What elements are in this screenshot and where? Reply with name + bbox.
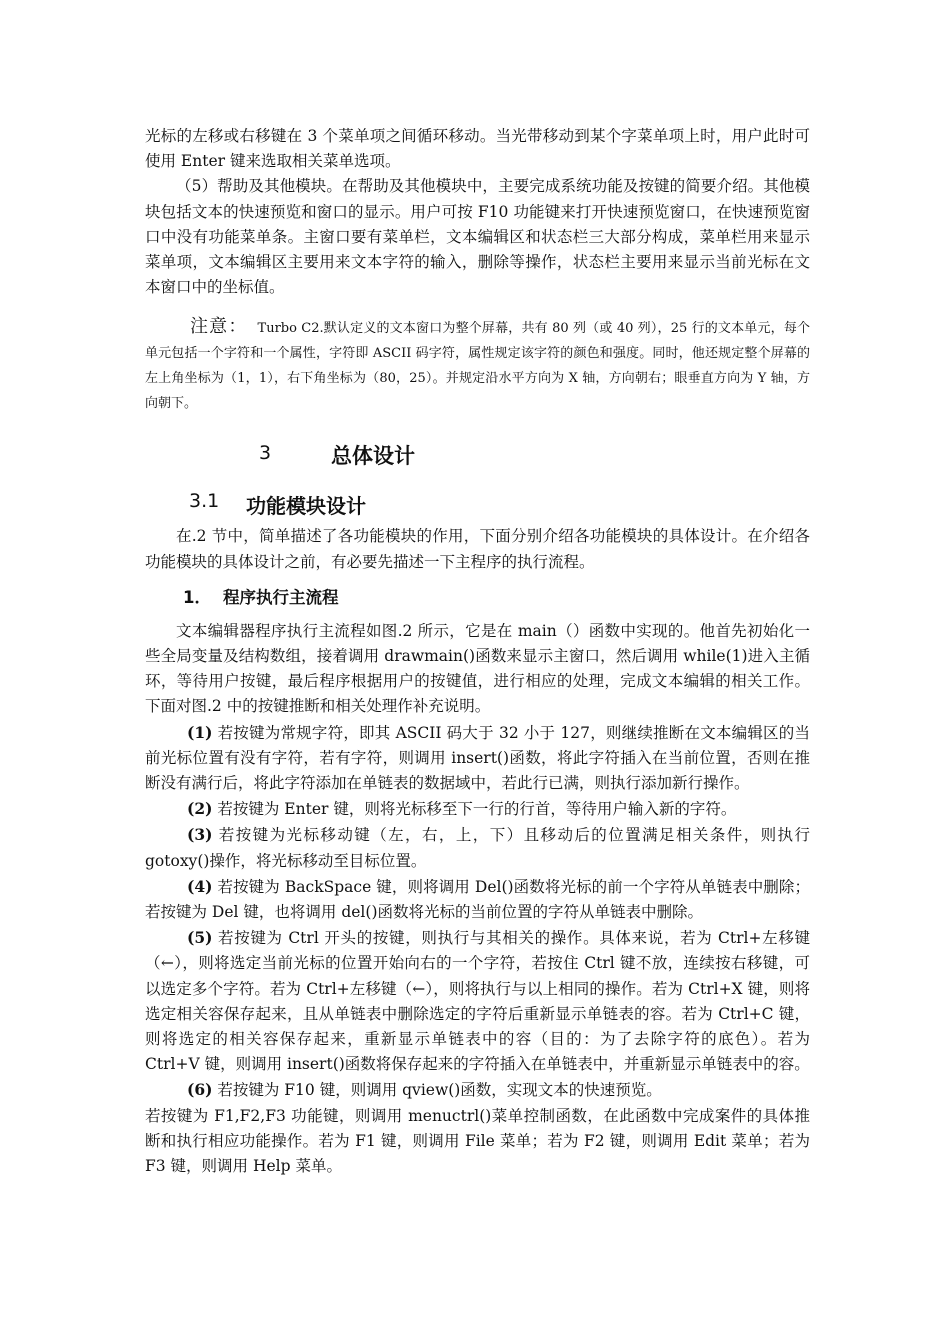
list-item	[145, 822, 810, 873]
intro-paragraph: 光标的左移或右移键在 3 个菜单项之间循环移动。当光带移动到某个字菜单项上时，用户此时可使用 Enter 键来选取相关菜单选项。	[145, 127, 810, 171]
flow-paragraph: 文本编辑器程序执行主流程如图.2 所示，它是在 main（）函数中实现的。他首先初始化一些全局变量及结构数组，接着调用 drawmain()函数来显示主窗口，然后调用 while(1)进入主循环，等待用户按键，最后程序根据用户的按键值，进行相应的处理，完成文本编辑的相关工作。下面对图.2 中的按键推断和相关处理作补充说明。	[145, 621, 810, 716]
list-item-text: 若按键为 BackSpace 键，则将调用 Del()函数将光标的前一个字符从单链表中删除；若按键为 Del 键，也将调用 del()函数将光标的当前位置的字符从单链表中删除。	[145, 877, 810, 922]
module5-paragraph: （5）帮助及其他模块。在帮助及其他模块中，主要完成系统功能及按键的简要介绍。其他模块包括文本的快速预览和窗口的显示。用户可按 F10 功能键来打开快速预览窗口，在快速预览窗口中没有功能菜单条。主窗口要有菜单栏，文本编辑区和状态栏三大部分构成，菜单栏用来显示菜单项，文本编辑区主要用来文本字符的输入，删除等操作，状态栏主要用来显示当前光标在文本窗口中的坐标值。	[145, 177, 810, 297]
note-block	[145, 314, 810, 416]
chapter-number: 3	[259, 442, 272, 465]
list-item-text: 若按键为 F10 键，则调用 qview()函数，实现文本的快速预览。	[212, 1081, 662, 1100]
page-content	[145, 124, 810, 1179]
list-item-number: (1)	[187, 722, 213, 742]
section-title: 功能模块设计	[246, 494, 366, 519]
list-item	[145, 874, 810, 925]
list-item-text: 若按键为 Enter 键，则将光标移至下一行的行首，等待用户输入新的字符。	[212, 800, 737, 819]
chapter-heading	[145, 434, 810, 478]
closing-paragraph: 若按键为 F1,F2,F3 功能键，则调用 menuctrl()菜单控制函数，在此函数中完成案件的具体推断和执行相应功能操作。若为 F1 键，则调用 File 菜单；若为 F2 键，则调用 Edit 菜单；若为 F3 键，则调用 Help 菜单。	[145, 1106, 810, 1176]
subsection-title: 程序执行主流程	[222, 587, 339, 607]
note-paragraph	[145, 314, 810, 416]
list-item	[145, 720, 810, 797]
list-item-text: 若按键为光标移动键（左，右，上，下）且移动后的位置满足相关条件，则执行 gotoxy()操作，将光标移动至目标位置。	[145, 826, 810, 870]
list-item	[145, 925, 810, 1077]
subsection-heading	[145, 583, 810, 613]
list-item-number: (6)	[187, 1080, 213, 1100]
note-text: Turbo C2.默认定义的文本窗口为整个屏幕，共有 80 列（或 40 列），25 行的文本单元，每个单元包括一个字符和一个属性，字符即 ASCII 码字符，属性规定该字符的颜色和强度。同时，他还规定整个屏幕的左上角坐标为（1，1），右下角坐标为（80，25）。并规定沿水平方向为 X 轴，方向朝右；眼垂直方向为 Y 轴，方向朝下。	[145, 321, 811, 412]
list-item-number: (4)	[187, 876, 213, 896]
section-heading	[145, 486, 810, 524]
list-item-number: (3)	[187, 825, 213, 845]
list-item-text: 若按键为常规字符，即其 ASCII 码大于 32 小于 127，则继续推断在文本编辑区的当前光标位置有没有字符，若有字符，则调用 insert()函数，将此字符插入在当前位置，否则在推断没有满行后，将此字符添加在单链表的数据域中，若此行已满，则执行添加新行操作。	[145, 723, 810, 793]
list-item-number: (2)	[187, 799, 213, 819]
list-item-text: 若按键为 Ctrl 开头的按键，则执行与其相关的操作。具体来说，若为 Ctrl+左移键（←），则将选定当前光标的位置开始向右的一个字符，若按住 Ctrl 键不放，连续按右移键，可以选定多个字符。若为 Ctrl+左移键（←），则将执行与以上相同的操作。若为 Ctrl+X 键，则将选定相关容保存起来，且从单链表中删除选定的字符后重新显示单链表的容。若为 Ctrl+C 键，则将选定的相关容保存起来，重新显示单链表中的容（目的：为了去除字符的底色）。若为 Ctrl+V 键，则调用 insert()函数将保存起来的字符插入在单链表中，并重新显示单链表中的容。	[145, 929, 810, 1074]
section-number: 3.1	[189, 490, 220, 513]
section-intro-paragraph: 在.2 节中，简单描述了各功能模块的作用，下面分别介绍各功能模块的具体设计。在介绍各功能模块的具体设计之前，有必要先描述一下主程序的执行流程。	[145, 527, 810, 571]
list-item	[145, 1077, 810, 1103]
list-item-number: (5)	[187, 928, 213, 948]
note-label: 注意：	[190, 316, 248, 338]
subsection-number: 1．	[183, 587, 211, 607]
chapter-title: 总体设计	[331, 443, 415, 469]
list-item	[145, 796, 810, 822]
